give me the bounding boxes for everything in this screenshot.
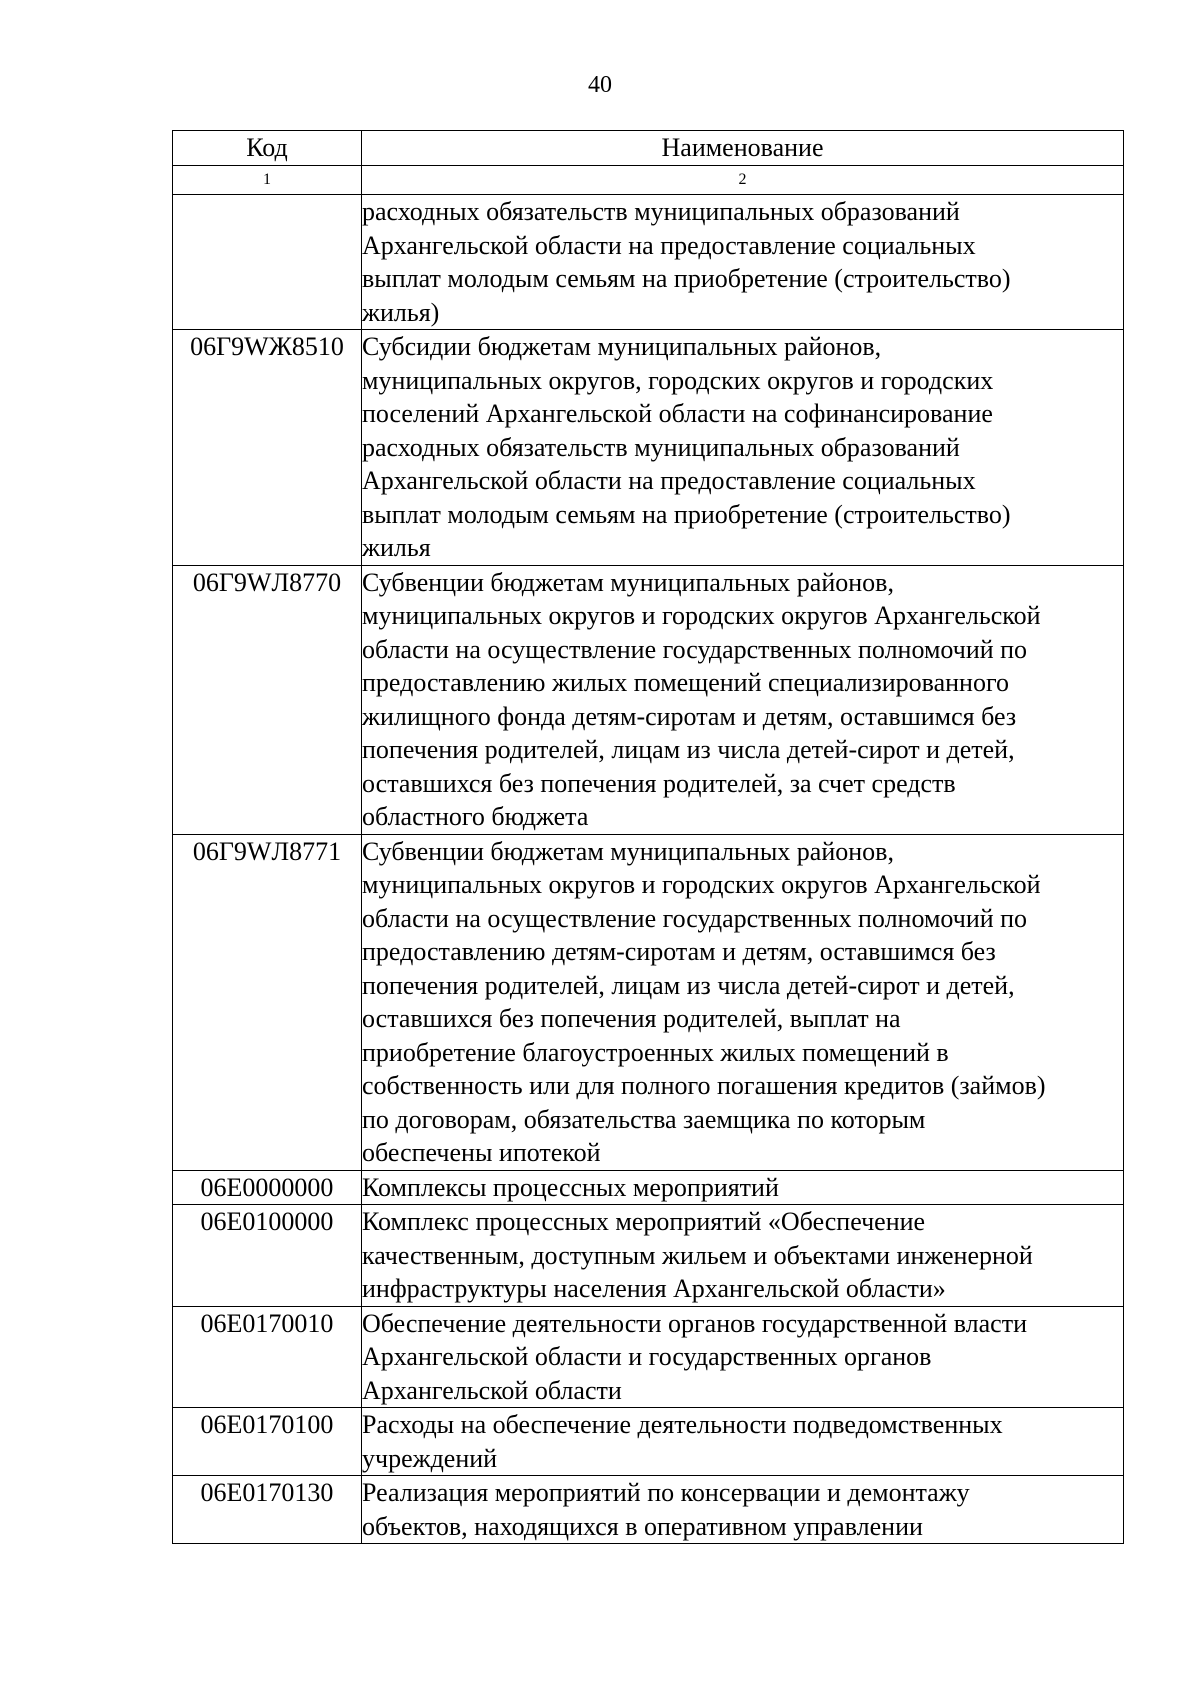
row-name: Субвенции бюджетам муниципальных районов, муниципальных округов и городских округов Архангельской области на осуществление государственных полномочий по предоставлению детям-сиротам и детям, оставшимся без попечения родителей, лицам из числа детей-сирот и детей, оставшихся без попечения родителей, выплат на приобретение благоустроенных жилых помещений в собственность или для полного погашения кредитов (займов) по договорам, обязательства заемщика по которым обеспечены ипотекой (362, 834, 1124, 1170)
row-code: 06Е0100000 (173, 1205, 362, 1307)
header-name: Наименование (362, 131, 1124, 166)
table-row (173, 1170, 1124, 1205)
row-name: Субвенции бюджетам муниципальных районов, муниципальных округов и городских округов Архангельской области на осуществление государственных полномочий по предоставлению жилых помещений специализированного жилищного фонда детям-сиротам и детям, оставшимся без попечения родителей, лицам из числа детей-сирот и детей, оставшихся без попечения родителей, за счет средств областного бюджета (362, 565, 1124, 834)
table-row (173, 1306, 1124, 1408)
row-code: 06Е0170100 (173, 1408, 362, 1476)
row-name: расходных обязательств муниципальных образований Архангельской области на предоставление социальных выплат молодым семьям на приобретение (строительство) жилья) (362, 195, 1124, 330)
table-row (173, 565, 1124, 834)
table-row (173, 1205, 1124, 1307)
page-number: 40 (588, 72, 612, 98)
row-name: Расходы на обеспечение деятельности подведомственных учреждений (362, 1408, 1124, 1476)
row-code (173, 195, 362, 330)
table-row (173, 834, 1124, 1170)
column-number-row (173, 166, 1124, 195)
row-code: 06Е0170010 (173, 1306, 362, 1408)
row-name: Реализация мероприятий по консервации и демонтажу объектов, находящихся в оперативном управлении (362, 1476, 1124, 1544)
row-code: 06Е0170130 (173, 1476, 362, 1544)
column-number-name: 2 (362, 166, 1124, 195)
row-name: Обеспечение деятельности органов государственной власти Архангельской области и государственных органов Архангельской области (362, 1306, 1124, 1408)
table-row (173, 1408, 1124, 1476)
row-code: 06Г9WЛ8770 (173, 565, 362, 834)
row-code: 06Е0000000 (173, 1170, 362, 1205)
row-code: 06Г9WЛ8771 (173, 834, 362, 1170)
row-name: Комплекс процессных мероприятий «Обеспечение качественным, доступным жильем и объектами инженерной инфраструктуры населения Архангельской области» (362, 1205, 1124, 1307)
header-code: Код (173, 131, 362, 166)
table-row (173, 330, 1124, 566)
table-row (173, 195, 1124, 330)
column-number-code: 1 (173, 166, 362, 195)
row-code: 06Г9WЖ8510 (173, 330, 362, 566)
budget-code-table (172, 130, 1124, 1544)
table-row (173, 1476, 1124, 1544)
table-header-row (173, 131, 1124, 166)
row-name: Комплексы процессных мероприятий (362, 1170, 1124, 1205)
row-name: Субсидии бюджетам муниципальных районов, муниципальных округов, городских округов и городских поселений Архангельской области на софинансирование расходных обязательств муниципальных образований Архангельской области на предоставление социальных выплат молодым семьям на приобретение (строительство) жилья (362, 330, 1124, 566)
